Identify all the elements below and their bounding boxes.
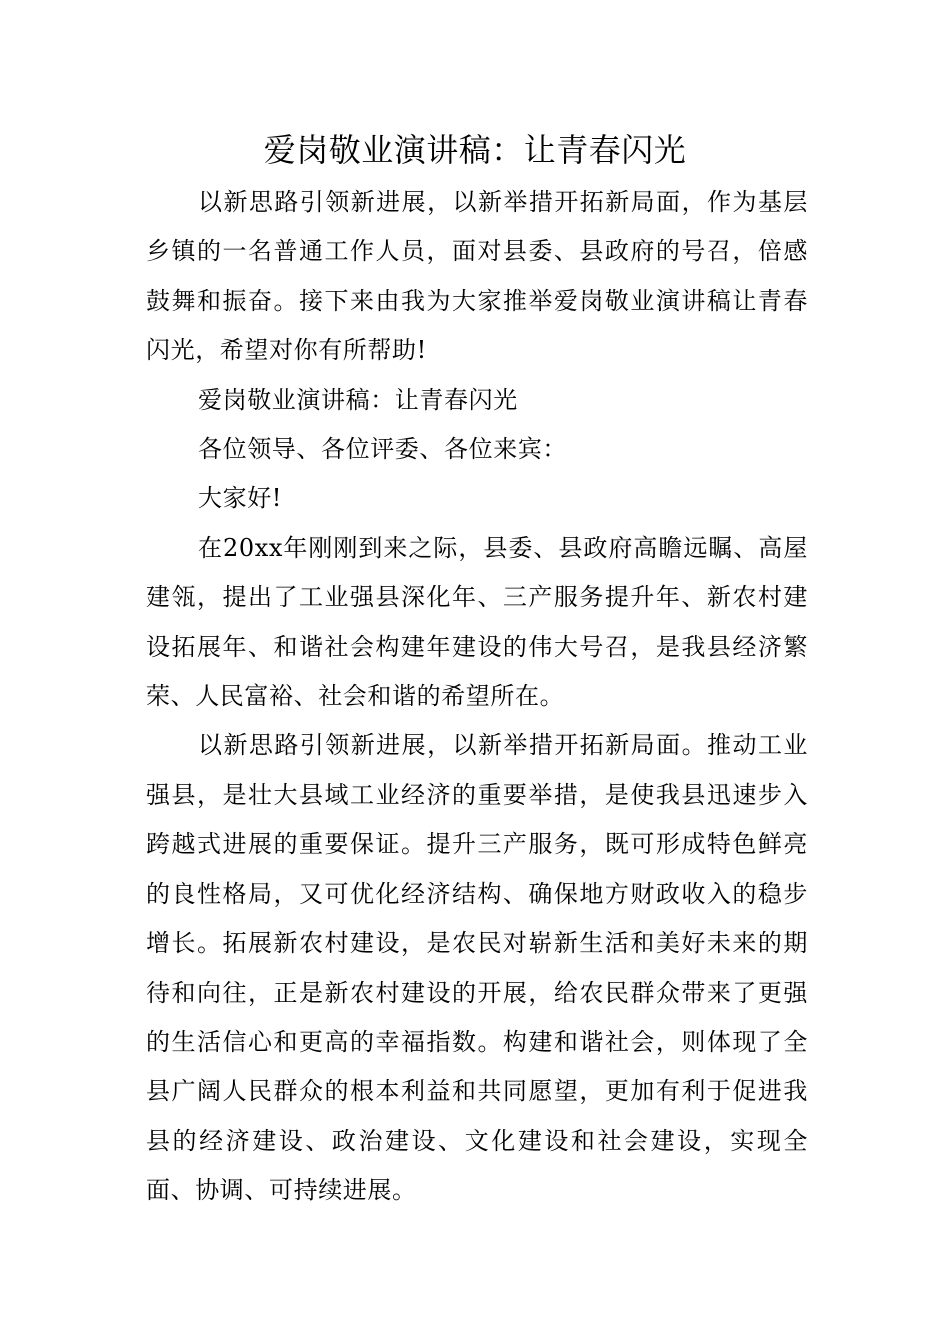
- document-body: [146, 178, 808, 1216]
- paragraph-speech-title: 爱岗敬业演讲稿：让青春闪光: [198, 385, 518, 414]
- paragraph-salutation: 各位领导、各位评委、各位来宾：: [198, 435, 567, 464]
- paragraph-body-1: 在20xx年刚刚到来之际，县委、县政府高瞻远瞩、高屋建瓴，提出了工业强县深化年、三产服务提升年、新农村建设拓展年、和谐社会构建年建设的伟大号召，是我县经济繁荣、人民富裕、社会和谐的希望所在。: [146, 533, 808, 711]
- document-title: 爱岗敬业演讲稿：让青春闪光: [263, 131, 687, 169]
- paragraph-intro: 以新思路引领新进展，以新举措开拓新局面，作为基层乡镇的一名普通工作人员，面对县委、县政府的号召，倍感鼓舞和振奋。接下来由我为大家推举爱岗敬业演讲稿让青春闪光，希望对你有所帮助!: [146, 188, 808, 365]
- paragraph-body-2: 以新思路引领新进展，以新举措开拓新局面。推动工业强县，是壮大县域工业经济的重要举措，是使我县迅速步入跨越式进展的重要保证。提升三产服务，既可形成特色鲜亮的良性格局，又可优化经济结构、确保地方财政收入的稳步增长。拓展新农村建设，是农民对崭新生活和美好未来的期待和向往，正是新农村建设的开展，给农民群众带来了更强的生活信心和更高的幸福指数。构建和谐社会，则体现了全县广阔人民群众的根本利益和共同愿望，更加有利于促进我县的经济建设、政治建设、文化建设和社会建设，实现全面、协调、可持续进展。: [146, 731, 808, 1205]
- paragraph-greeting: 大家好!: [198, 484, 283, 513]
